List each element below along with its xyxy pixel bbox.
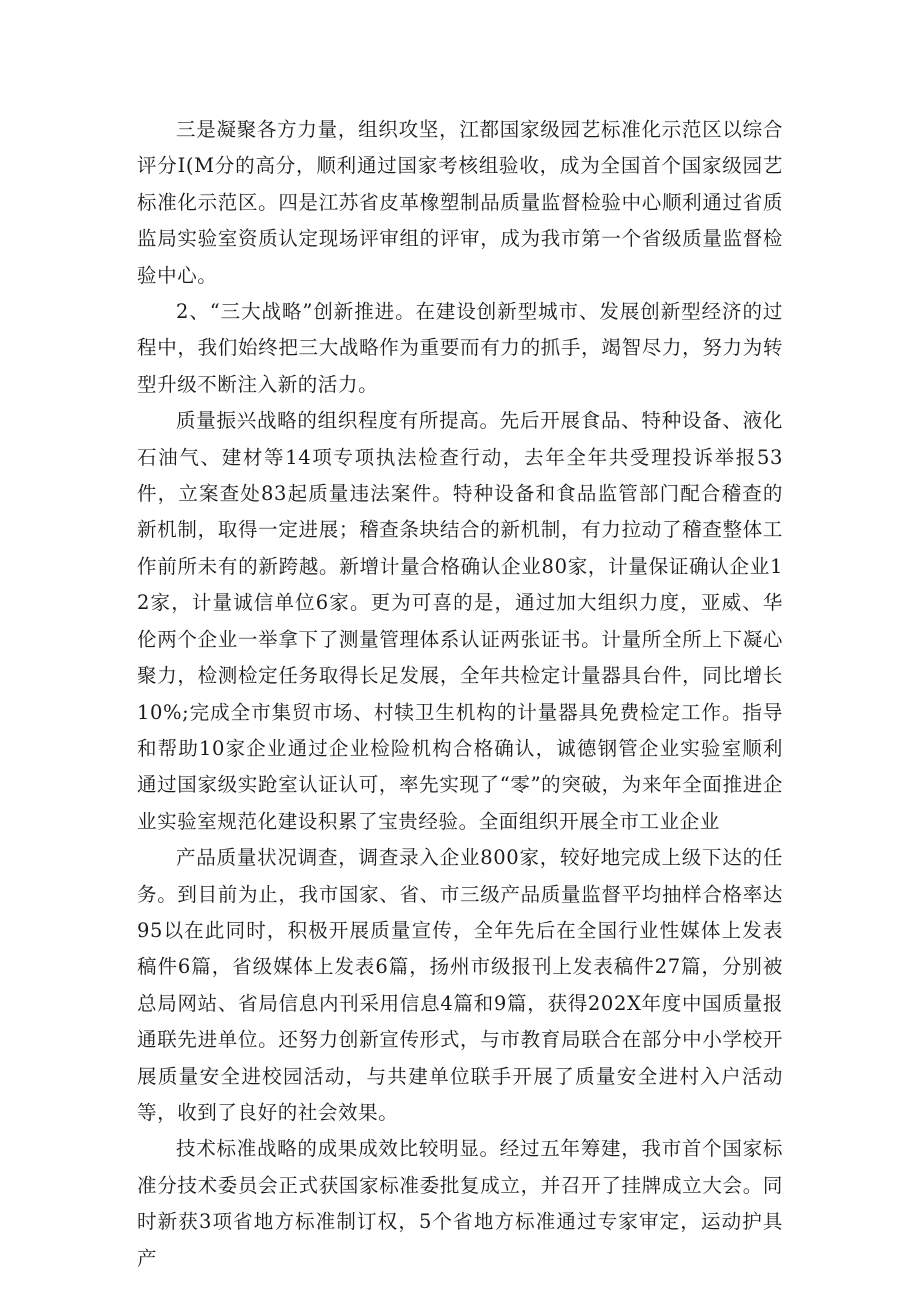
paragraph-5: 技术标准战略的成果成效比较明显。经过五年筹建，我市首个国家标准分技术委员会正式获国家标准委批复成立，并召开了挂牌成立大会。同时新获3项省地方标准制订权，5个省地方标准通过专家审定，运动护具产 <box>137 1137 783 1270</box>
paragraph-3: 质量振兴战略的组织程度有所提高。先后开展食品、特种设备、液化石油气、建材等14项专项执法检查行动，去年全年共受理投诉举报53件，立案查处83起质量违法案件。特种设备和食品监管部门配合稽查的新机制，取得一定进展；稽查条块结合的新机制，有力拉动了稽查整体工作前所未有的新跨越。新增计量合格确认企业80家，计量保证确认企业12家，计量诚信单位6家。更为可喜的是，通过加大组织力度，亚威、华伦两个企业一举拿下了测量管理体系认证两张证书。计量所全所上下凝心聚力，检测检定任务取得长足发展，全年共检定计量器具台件，同比增长10%;完成全市集贸市场、村犊卫生机构的计量器具免费检定工作。指导和帮助10家企业通过企业检险机构合格确认，诚德钢管企业实验室顺利通过国家级实跄室认证认可，率先实现了“零”的突破，为来年全面推进企业实验室规范化建设积累了宝贵经验。全面组织开展全市工业企业 <box>137 409 783 833</box>
paragraph-1: 三是凝聚各方力量，组织攻坚，江都国家级园艺标准化示范区以综合评分I(M分的高分，顺利通过国家考核组验收，成为全国首个国家级园艺标准化示范区。四是江苏省皮革橡塑制品质量监督检验中心顺利通过省质监局实验室资质认定现场评审组的评审，成为我市第一个省级质量监督检验中心。 <box>137 118 783 287</box>
paragraph-2: 2、“三大战略”创新推进。在建设创新型城市、发展创新型经济的过程中，我们始终把三大战略作为重要而有力的抓手，竭智尽力，努力为转型升级不断注入新的活力。 <box>137 300 783 396</box>
document-body <box>137 112 783 1277</box>
paragraph-4: 产品质量状况调查，调查录入企业800家，较好地完成上级下达的任务。到目前为止，我市国家、省、市三级产品质量监督平均抽样合格率达95以在此同时，积极开展质量宣传，全年先后在全国行业性媒体上发表稿件6篇，省级媒体上发表6篇，扬州市级报刊上发表稿件27篇，分别被总局网站、省局信息内刊采用信息4篇和9篇，获得202X年度中国质量报通联先进单位。还努力创新宣传形式，与市教育局联合在部分中小学校开展质量安全进校园活动，与共建单位联手开展了质量安全进村入户活动等，收到了良好的社会效果。 <box>137 846 783 1124</box>
